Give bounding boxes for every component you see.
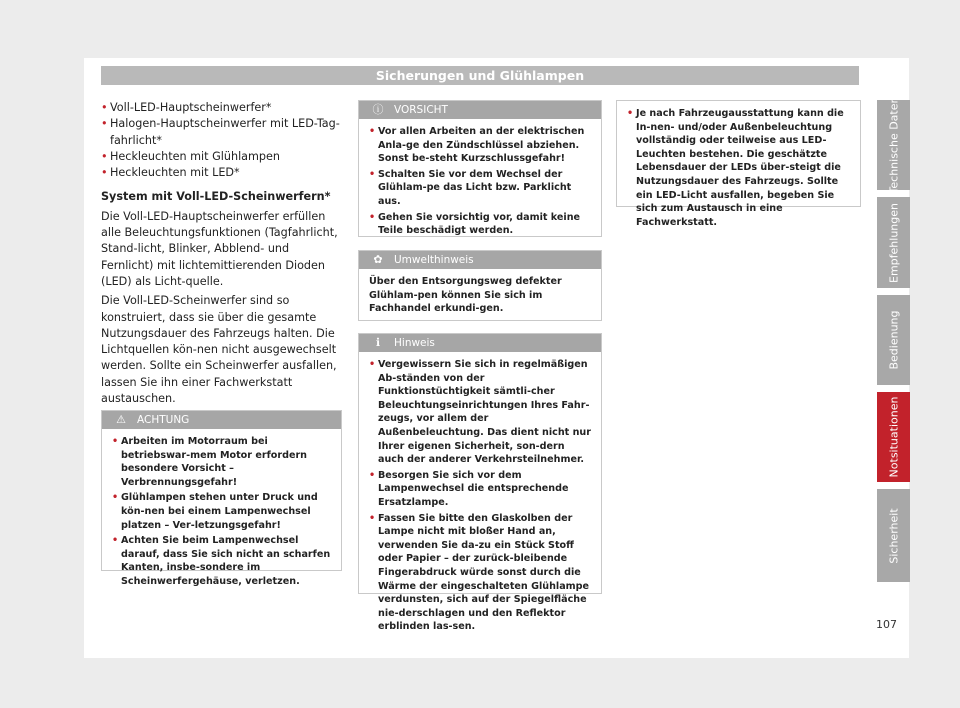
list-item: • Glühlampen stehen unter Druck und kön-nen bei einem Lampenwechsel platzen – Ver-letzungsgefahr! — [112, 492, 318, 531]
list-item: • Vor allen Arbeiten an der elektrischen Anla-ge den Zündschlüssel abziehen. Sonst be-steht Kurzschlussgefahr! — [369, 126, 585, 165]
led-note-box — [616, 100, 861, 228]
bullet-icon: • — [369, 359, 376, 370]
bullet-icon: • — [369, 211, 376, 223]
bullet-icon: • — [112, 535, 119, 547]
bullet-icon: • — [101, 101, 108, 114]
bullet-icon: • — [112, 436, 119, 447]
list-item: • Achten Sie beim Lampenwechsel darauf, dass Sie sich nicht an scharfen Kanten, insbe-sondere im Scheinwerfergehäuse, verletzen. — [112, 535, 331, 587]
list-item: • Je nach Fahrzeugausstattung kann die In-nen- und/oder Außenbeleuchtung vollständig oder teilweise aus LED-Leuchten bestehen. Die geschätzte Lebensdauer der LEDs über-steigt die Nutzungsdauer des Fahrzeugs. Sollte ein LED-Licht ausfallen, begeben Sie sich zum Austausch in eine Fachwerkstatt. — [627, 108, 844, 228]
list-item: • Vergewissern Sie sich in regelmäßigen Ab-ständen von der Funktionstüchtigkeit sämtli-cher Beleuchtungseinrichtungen Ihres Fahr-zeugs, vor allem der Außenbeleuchtung. Das dient nicht nur Ihrer eigenen Sicherheit, son-dern auch der anderer Verkehrsteilnehmer. — [369, 359, 591, 466]
list-item: • Heckleuchten mit LED* — [101, 165, 341, 181]
caution-box-header: ⓘ VORSICHT — [359, 101, 601, 119]
bullet-icon: • — [101, 117, 108, 131]
tab-label: Empfehlungen — [887, 202, 900, 283]
environment-text: Über den Entsorgungsweg defekter Glühlam-pen können Sie sich im Fachhandel erkundi-gen. — [369, 276, 562, 315]
section-subheading: System mit Voll-LED-Scheinwerfern* — [101, 190, 331, 204]
environment-icon: ✿ — [373, 253, 383, 266]
warning-triangle-icon: ⚠ — [116, 413, 126, 426]
tab-label: Sicherheit — [887, 507, 900, 564]
bullet-icon: • — [369, 469, 376, 481]
note-box — [358, 333, 602, 633]
warning-box — [101, 410, 342, 587]
tab-label: Bedienung — [887, 310, 900, 370]
caution-box — [358, 100, 602, 237]
bullet-icon: • — [627, 108, 634, 119]
list-item: • Heckleuchten mit Glühlampen — [101, 149, 341, 165]
note-box-body — [359, 352, 601, 642]
warning-box-body — [102, 429, 341, 597]
paragraph: Die Voll-LED-Scheinwerfer sind so konstruiert, dass sie über die gesamte Nutzungsdauer des Fahrzeugs halten. Die Lichtquellen kön-nen nicht ausgewechselt werden. Sollte ein Scheinwerfer ausfallen, lassen Sie ihn einer Fachwerkstatt austauschen. — [101, 294, 337, 406]
list-item: • Voll-LED-Hauptscheinwerfer* — [101, 100, 341, 116]
environment-box-body — [359, 269, 601, 322]
tab-label: Notsituationen — [887, 396, 900, 478]
warning-box-header: ⚠ ACHTUNG — [102, 411, 341, 429]
list-item: • Besorgen Sie sich vor dem Lampenwechsel die entsprechende Ersatzlampe. — [369, 469, 569, 508]
tab-sicherheit[interactable] — [877, 489, 910, 582]
bullet-icon: • — [369, 512, 376, 524]
caution-box-body — [359, 119, 601, 246]
bullet-icon: • — [112, 492, 119, 504]
environment-box-header: ✿ Umwelthinweis — [359, 251, 601, 269]
info-icon: ℹ — [375, 336, 381, 349]
page-header: Sicherungen und Glühlampen — [101, 66, 859, 85]
bullet-icon: • — [369, 168, 376, 180]
page-number: 107 — [876, 618, 897, 631]
caution-circle-icon: ⓘ — [372, 103, 384, 116]
list-item: • Halogen-Hauptscheinwerfer mit LED-Tag-fahrlicht* — [101, 117, 340, 147]
tab-technische-daten[interactable] — [877, 96, 910, 194]
bullet-icon: • — [101, 166, 108, 180]
tab-empfehlungen[interactable] — [877, 197, 910, 288]
tab-bedienung[interactable] — [877, 295, 910, 385]
environment-box — [358, 250, 602, 321]
list-item: • Fassen Sie bitte den Glaskolben der Lampe nicht mit bloßer Hand an, verwenden Sie da-zu ein Stück Stoff oder Papier – der zurück-bleibende Fingerabdruck würde sonst durch die Wärme der eingeschalteten Glühlampe verdunsten, sich auf der Spiegelfläche nie-derschlagen und den Reflektor erblinden las-sen. — [369, 512, 590, 633]
paragraph: Die Voll-LED-Hauptscheinwerfer erfüllen alle Beleuchtungsfunktionen (Tagfahrlicht, Stand-licht, Blinker, Abblend- und Fernlicht) mit lichtemittierenden Dioden (LED) als Licht-quelle. — [101, 209, 338, 288]
tab-notsituationen[interactable] — [877, 392, 910, 482]
list-item: • Arbeiten im Motorraum bei betriebswar-mem Motor erfordern besondere Vorsicht – Verbrennungsgefahr! — [112, 436, 308, 488]
main-column — [101, 100, 341, 407]
bullet-icon: • — [101, 149, 108, 163]
note-box-header: ℹ Hinweis — [359, 334, 601, 352]
bullet-icon: • — [369, 126, 376, 137]
tab-label: Technische Daten — [887, 96, 900, 194]
list-item: • Gehen Sie vorsichtig vor, damit keine Teile beschädigt werden. — [369, 211, 581, 237]
led-note-body — [617, 101, 860, 237]
list-item: • Schalten Sie vor dem Wechsel der Glühlam-pe das Licht bzw. Parklicht aus. — [369, 168, 572, 207]
